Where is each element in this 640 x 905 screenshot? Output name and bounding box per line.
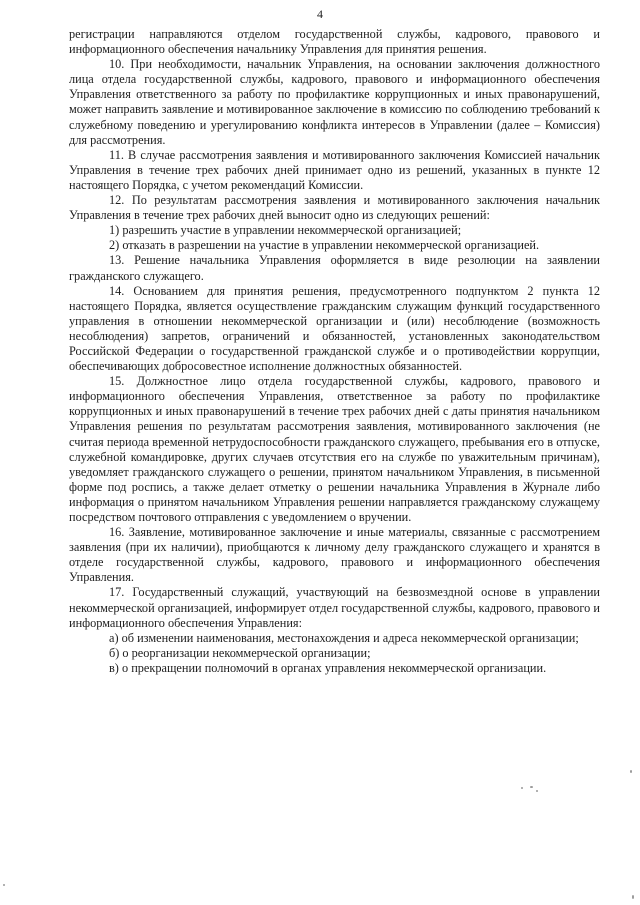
paragraph-17-item-c: в) о прекращении полномочий в органах управления некоммерческой организации. [109,660,547,675]
page-number: 4 [317,7,323,21]
scan-speck [630,770,632,773]
scan-speck [530,786,533,788]
paragraph-17-item-a: а) об изменении наименования, местонахождения и адреса некоммерческой организации; [109,630,579,645]
document-body [69,27,600,676]
scan-speck [536,790,538,792]
paragraph-11: 11. В случае рассмотрения заявления и мотивированного заключения Комиссией начальник Управления в течение трех рабочих дней принимает одно из решений, указанных в пункте 12 настоящего Порядка, с учетом рекомендаций Комиссии. [69,147,600,192]
scan-speck [632,895,634,899]
paragraph-continuation: регистрации направляются отделом государственной службы, кадрового, правового и информационного обеспечения начальнику Управления для принятия решения. [69,27,600,57]
paragraph-16: 16. Заявление, мотивированное заключение и иные материалы, связанные с рассмотрением заявления (при их наличии), приобщаются к личному делу гражданского служащего и хранятся в отделе государственной службы, кадрового, правового и информационного обеспечения Управления. [69,525,600,585]
paragraph-10: 10. При необходимости, начальник Управления, на основании заключения должностного лица отдела государственной службы, кадрового, правового и информационного обеспечения Управления ответственного за работу по профилактике коррупционных и иных правонарушений, может направить заявление и мотивированное заключение в комиссию по соблюдению требований к служебному поведению и урегулированию конфликта интересов в Управлении (далее – Комиссия) для рассмотрения. [69,57,600,147]
paragraph-14: 14. Основанием для принятия решения, предусмотренного подпунктом 2 пункта 12 настоящего Порядка, является осуществление гражданским служащим функций государственного управления в отношении некоммерческой организации и (или) несоблюдение (возможность несоблюдения) запретов, ограничений и обязанностей, установленных законодательством Российской Федерации о государственной гражданской службе и о противодействии коррупции, обеспечивающих добросовестное исполнение должностных обязанностей. [69,283,600,374]
paragraph-12: 12. По результатам рассмотрения заявления и мотивированного заключения начальник Управления в течение трех рабочих дней выносит одно из следующих решений: [69,193,600,223]
paragraph-12-item-2: 2) отказать в разрешении на участие в управлении некоммерческой организацией. [109,238,540,253]
scan-speck [521,787,523,789]
paragraph-13: 13. Решение начальника Управления оформляется в виде резолюции на заявлении гражданского служащего. [69,253,600,283]
paragraph-12-item-1: 1) разрешить участие в управлении некоммерческой организацией; [109,223,462,238]
paragraph-15: 15. Должностное лицо отдела государственной службы, кадрового, правового и информационного обеспечения Управления, ответственное за работу по профилактике коррупционных и иных правонарушений в течение трех рабочих дней с даты принятия начальником Управления решения по результатам рассмотрения заявления, мотивированного заключения (не считая периода временной нетрудоспособности гражданского служащего, пребывания его в отпуске, служебной командировке, других случаев отсутствия его на службе по уважительным причинам), уведомляет гражданского служащего о решении, принятом начальником Управления, в письменной форме под роспись, а также делает отметку о решении начальника Управления в Журнале либо информация о принятом начальником Управления решении направляется гражданскому служащему посредством почтового отправления с уведомлением о вручении. [69,374,600,524]
paragraph-17-item-b: б) о реорганизации некоммерческой организации; [109,645,371,660]
paragraph-17: 17. Государственный служащий, участвующий на безвозмездной основе в управлении некоммерческой организацией, информирует отдел государственной службы, кадрового, правового и информационного обеспечения Управления: [69,585,600,630]
scan-speck [3,884,5,886]
